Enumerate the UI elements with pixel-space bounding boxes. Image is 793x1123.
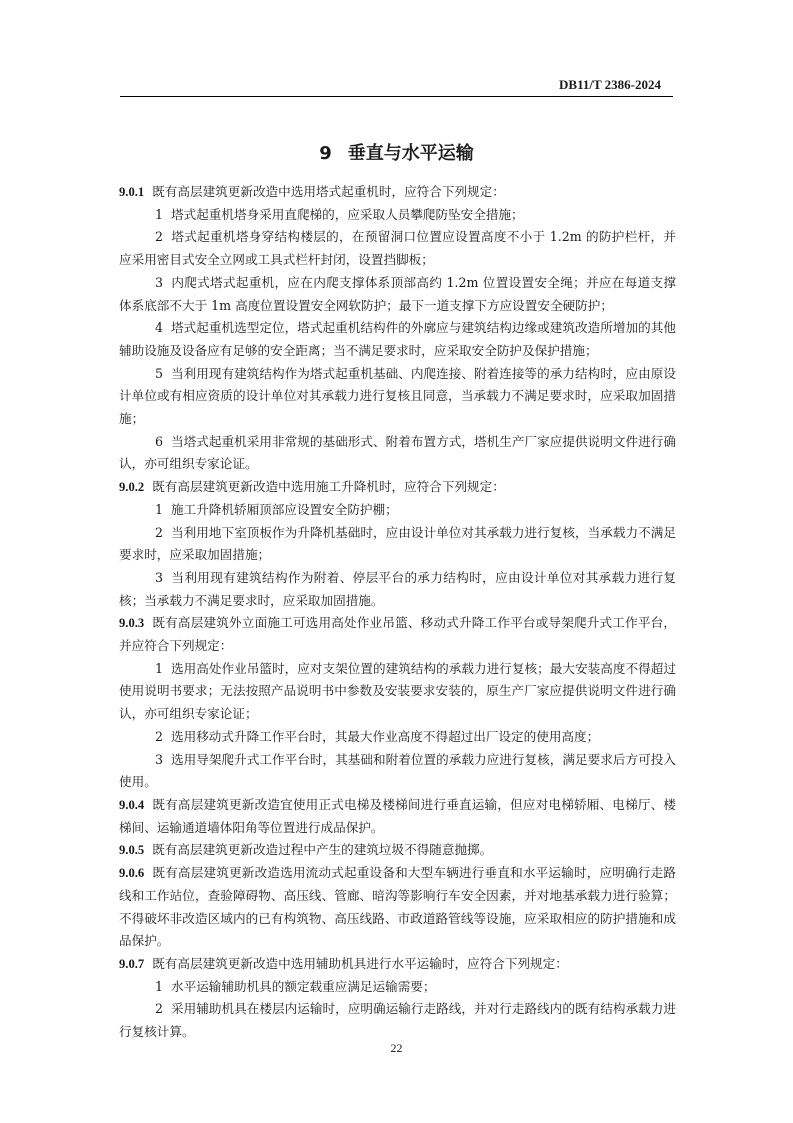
item-text: 选用导架爬升式工作平台时，其基础和附着位置的承载力应进行复核，满足要求后方可投入使用。 — [119, 751, 676, 790]
item-number: 2 — [155, 524, 164, 540]
clause-item — [119, 976, 676, 999]
item-number: 1 — [155, 206, 164, 222]
item-text: 当塔式起重机采用非常规的基础形式、附着布置方式，塔机生产厂家应提供说明文件进行确认，亦可组织专家论证。 — [119, 433, 676, 472]
clause-number: 9.0.4 — [119, 797, 145, 812]
chapter-title-text: 垂直与水平运输 — [347, 143, 474, 164]
clause-number: 9.0.2 — [119, 480, 145, 495]
item-text: 选用移动式升降工作平台时，其最大作业高度不得超过出厂设定的使用高度； — [171, 728, 600, 744]
item-number: 2 — [155, 728, 164, 744]
item-text: 内爬式塔式起重机，应在内爬支撑体系顶部高约 1.2m 位置设置安全绳；并应在每道支撑体系底部不大于 1m 高度位置设置安全网软防护；最下一道支撑下方应设置安全硬防护； — [119, 274, 676, 313]
item-number: 3 — [155, 569, 164, 585]
item-number: 6 — [155, 433, 164, 449]
clause-item — [119, 226, 676, 271]
clause-number: 9.0.7 — [119, 956, 145, 971]
item-text: 塔式起重机塔身穿结构楼层的，在预留洞口位置应设置高度不小于 1.2m 的防护栏杆，并应采用密目式安全立网或工具式栏杆封闭，设置挡脚板； — [119, 229, 676, 268]
clause-number: 9.0.3 — [119, 616, 145, 631]
clause-item — [119, 998, 676, 1043]
clause-item — [119, 363, 676, 431]
item-number: 3 — [155, 274, 164, 290]
clause-9-0-7 — [119, 953, 676, 976]
clause-9-0-6 — [119, 862, 676, 953]
item-text: 当利用现有建筑结构作为附着、停层平台的承力结构时，应由设计单位对其承载力进行复核；当承载力不满足要求时，应采取加固措施。 — [119, 569, 676, 608]
item-number: 1 — [155, 501, 164, 517]
item-number: 1 — [155, 660, 164, 676]
item-number: 2 — [155, 229, 164, 245]
clause-number: 9.0.5 — [119, 843, 145, 858]
clause-text: 既有高层建筑更新改造中选用施工升降机时，应符合下列规定： — [152, 479, 505, 495]
clause-text: 既有高层建筑更新改造中选用辅助机具进行水平运输时，应符合下列规定： — [152, 955, 568, 971]
clause-text: 既有高层建筑外立面施工可选用高处作业吊篮、移动式升降工作平台或导架爬升式工作平台，并应符合下列规定： — [119, 615, 676, 654]
clause-text: 既有高层建筑更新改造宜使用正式电梯及楼梯间进行垂直运输，但应对电梯轿厢、电梯厅、楼梯间、运输通道墙体阳角等位置进行成品保护。 — [119, 796, 676, 835]
header-divider — [120, 96, 673, 97]
clause-item — [119, 522, 676, 567]
item-text: 塔式起重机选型定位，塔式起重机结构件的外廓应与建筑结构边缘或建筑改造所增加的其他辅助设施及设备应有足够的安全距离；当不满足要求时，应采取安全防护及保护措施； — [119, 320, 676, 358]
clause-number: 9.0.1 — [119, 185, 145, 199]
clause-9-0-3 — [119, 612, 676, 657]
clause-9-0-4 — [119, 794, 676, 839]
chapter-number: 9 — [319, 143, 332, 164]
clause-text: 既有高层建筑更新改造中选用塔式起重机时，应符合下列规定： — [152, 184, 505, 199]
item-number: 1 — [155, 978, 164, 994]
clause-item — [119, 658, 676, 726]
clause-item — [119, 317, 676, 362]
item-number: 5 — [155, 365, 164, 381]
chapter-title — [0, 139, 793, 165]
clause-item — [119, 204, 676, 227]
page-number: 22 — [390, 1041, 403, 1055]
clause-item — [119, 567, 676, 612]
clause-item — [119, 272, 676, 317]
item-number: 2 — [155, 1001, 164, 1017]
clause-item — [119, 726, 676, 749]
clause-item — [119, 431, 676, 476]
item-text: 当利用现有建筑结构作为塔式起重机基础、内爬连接、附着连接等的承力结构时，应由原设计单位或有相应资质的设计单位对其承载力进行复核且同意，当承载力不满足要求时，应采取加固措施； — [119, 365, 676, 427]
item-text: 当利用地下室顶板作为升降机基础时，应由设计单位对其承载力进行复核，当承载力不满足要求时，应采取加固措施； — [119, 524, 676, 563]
item-text: 采用辅助机具在楼层内运输时，应明确运输行走路线，并对行走路线内的既有结构承载力进行复核计算。 — [119, 1001, 676, 1040]
clause-9-0-5 — [119, 839, 676, 862]
item-number: 3 — [155, 751, 164, 767]
standard-code: DB11/T 2386-2024 — [559, 77, 661, 92]
chapter-body — [119, 181, 676, 1044]
item-text: 施工升降机轿厢顶部应设置安全防护棚； — [171, 501, 398, 517]
item-text: 选用高处作业吊篮时，应对支架位置的建筑结构的承载力进行复核；最大安装高度不得超过使用说明书要求；无法按照产品说明书中参数及安装要求安装的，原生产厂家应提供说明文件进行确认，亦可组织专家论证； — [119, 660, 676, 722]
clause-item — [119, 499, 676, 522]
clause-item — [119, 749, 676, 794]
item-number: 4 — [155, 320, 164, 336]
clause-9-0-2 — [119, 476, 676, 499]
item-text: 水平运输辅助机具的额定载重应满足运输需要； — [171, 978, 436, 994]
clause-text: 既有高层建筑更新改造选用流动式起重设备和大型车辆进行垂直和水平运输时，应明确行走路线和工作站位，查验障碍物、高压线、管廊、暗沟等影响行车安全因素，并对地基承载力进行验算；不得破坏非改造区域内的已有构筑物、高压线路、市政道路管线等设施，应采取相应的防护措施和成品保护。 — [119, 865, 676, 949]
clause-9-0-1 — [119, 181, 676, 204]
item-text: 塔式起重机塔身采用直爬梯的，应采取人员攀爬防坠安全措施； — [171, 206, 524, 222]
clause-text: 既有高层建筑更新改造过程中产生的建筑垃圾不得随意抛掷。 — [152, 842, 493, 858]
clause-number: 9.0.6 — [119, 866, 145, 881]
